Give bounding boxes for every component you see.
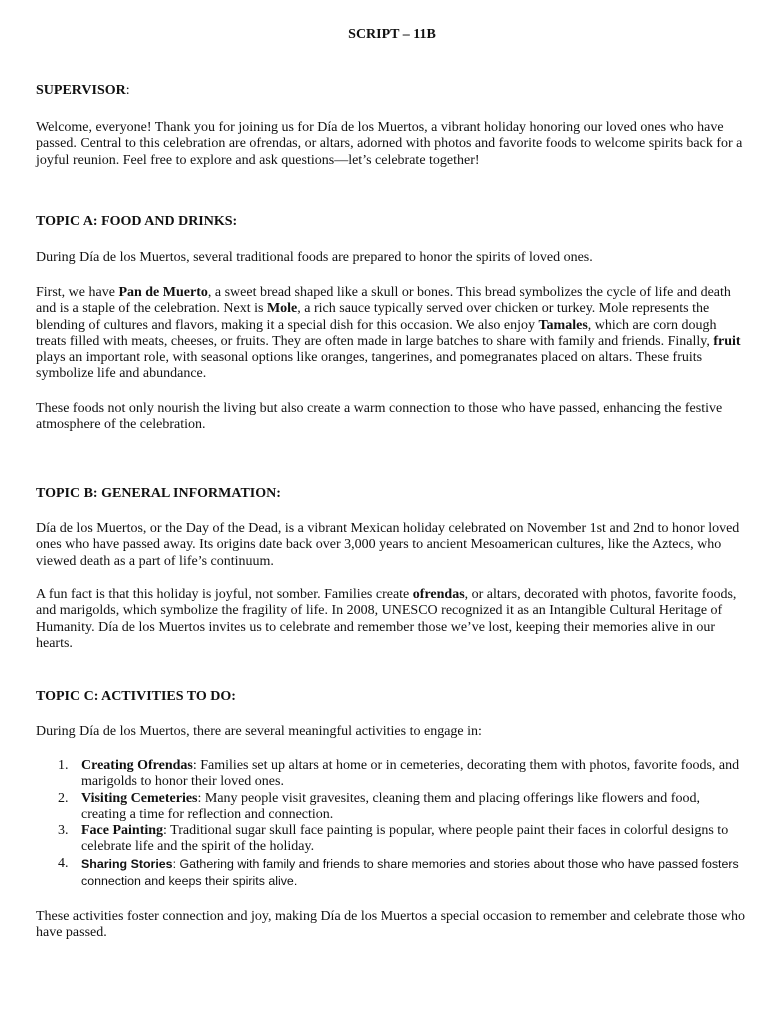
list-item bbox=[36, 856, 748, 891]
supervisor-paragraph: Welcome, everyone! Thank you for joining us for Día de los Muertos, a vibrant holiday honoring our loved ones who have passed. Central to this celebration are ofrendas, or altars, adorned with photos and favorite foods to welcome spirits back for a joyful reunion. Feel free to explore and ask questions—let’s celebrate together! bbox=[36, 120, 743, 168]
topic-a-heading: TOPIC A: FOOD AND DRINKS: bbox=[36, 214, 238, 229]
supervisor-label bbox=[36, 83, 748, 99]
list-number: 3. bbox=[58, 823, 69, 839]
text-run: , a sweet bread shaped like a skull or bones. This bread symbolizes the cycle of life and death and is a staple of the celebration. Next is bbox=[36, 285, 731, 317]
list-item bbox=[36, 758, 748, 791]
topic-c-closing: These activities foster connection and joy, making Día de los Muertos a special occasion to remember and celebrate those who have passed. bbox=[36, 909, 745, 941]
supervisor-heading: SUPERVISOR bbox=[36, 83, 126, 98]
list-number: 2. bbox=[58, 790, 69, 806]
activity-title: Visiting Cemeteries bbox=[81, 790, 198, 806]
food-tamales: Tamales bbox=[538, 317, 588, 333]
term-ofrendas: ofrendas bbox=[412, 587, 465, 602]
activity-text: : Many people visit gravesites, cleaning them and placing offerings like flowers and food, creating a time for reflection and connection. bbox=[81, 790, 700, 822]
list-item bbox=[36, 791, 748, 824]
text-run: First, we have bbox=[36, 285, 119, 300]
document-title: SCRIPT – 11B bbox=[348, 27, 436, 42]
list-number: 1. bbox=[58, 758, 69, 773]
list-number: 4. bbox=[58, 855, 69, 871]
supervisor-colon: : bbox=[125, 83, 130, 98]
topic-c-heading: TOPIC C: ACTIVITIES TO DO: bbox=[36, 689, 236, 704]
list-item bbox=[36, 823, 748, 856]
topic-a-foods-paragraph bbox=[36, 285, 748, 383]
food-pan-de-muerto: Pan de Muerto bbox=[118, 285, 208, 300]
text-run: plays an important role, with seasonal options like oranges, tangerines, and pomegranates placed on altars. These fruits symbolize life and abundance. bbox=[36, 350, 703, 382]
activity-title: Face Painting bbox=[81, 823, 164, 839]
text-run: , a rich sauce typically served over chicken or turkey. Mole represents the blending of cultures and flavors, making it a special dish for this occasion. We also enjoy bbox=[36, 301, 710, 333]
activity-title: Sharing Stories bbox=[81, 856, 173, 871]
activity-text: : Gathering with family and friends to share memories and stories about those who have passed fosters connection and keeps their spirits alive. bbox=[81, 856, 739, 889]
text-run: A fun fact is that this holiday is joyful, not somber. Families create bbox=[36, 587, 413, 602]
food-fruit: fruit bbox=[713, 333, 741, 349]
text-run: , or altars, decorated with photos, favorite foods, and marigolds, which symbolize the fragility of life. In 2008, UNESCO recognized it as an Intangible Cultural Heritage of Humanity. Día de los Muertos invites us to celebrate and remember those we’ve lost, keeping their memories alive in our hearts. bbox=[36, 587, 737, 651]
activity-text: : Traditional sugar skull face painting is popular, where people paint their faces in colorful designs to celebrate life and the spirit of the holiday. bbox=[81, 823, 729, 855]
topic-b-paragraph-2 bbox=[36, 587, 748, 652]
topic-a-intro: During Día de los Muertos, several traditional foods are prepared to honor the spirits of loved ones. bbox=[36, 250, 593, 265]
topic-b-paragraph-1: Día de los Muertos, or the Day of the Dead, is a vibrant Mexican holiday celebrated on November 1st and 2nd to honor loved ones who have passed away. Its origins date back over 3,000 years to ancient Mesoamerican cultures, like the Aztecs, who viewed death as a part of life’s continuum. bbox=[36, 521, 740, 569]
activities-list bbox=[36, 758, 748, 890]
activity-text: : Families set up altars at home or in cemeteries, decorating them with photos, favorite foods, and marigolds to honor their loved ones. bbox=[81, 758, 740, 790]
food-mole: Mole bbox=[266, 301, 298, 317]
topic-b-heading: TOPIC B: GENERAL INFORMATION: bbox=[36, 486, 281, 501]
activity-title: Creating Ofrendas bbox=[81, 758, 193, 773]
text-run: , which are corn dough treats filled with meats, cheeses, or fruits. They are often made in large batches to share with family and friends. Finally, bbox=[36, 317, 717, 349]
topic-a-closing: These foods not only nourish the living but also create a warm connection to those who have passed, enhancing the festive atmosphere of the celebration. bbox=[36, 401, 723, 433]
topic-c-intro: During Día de los Muertos, there are several meaningful activities to engage in: bbox=[36, 724, 482, 739]
